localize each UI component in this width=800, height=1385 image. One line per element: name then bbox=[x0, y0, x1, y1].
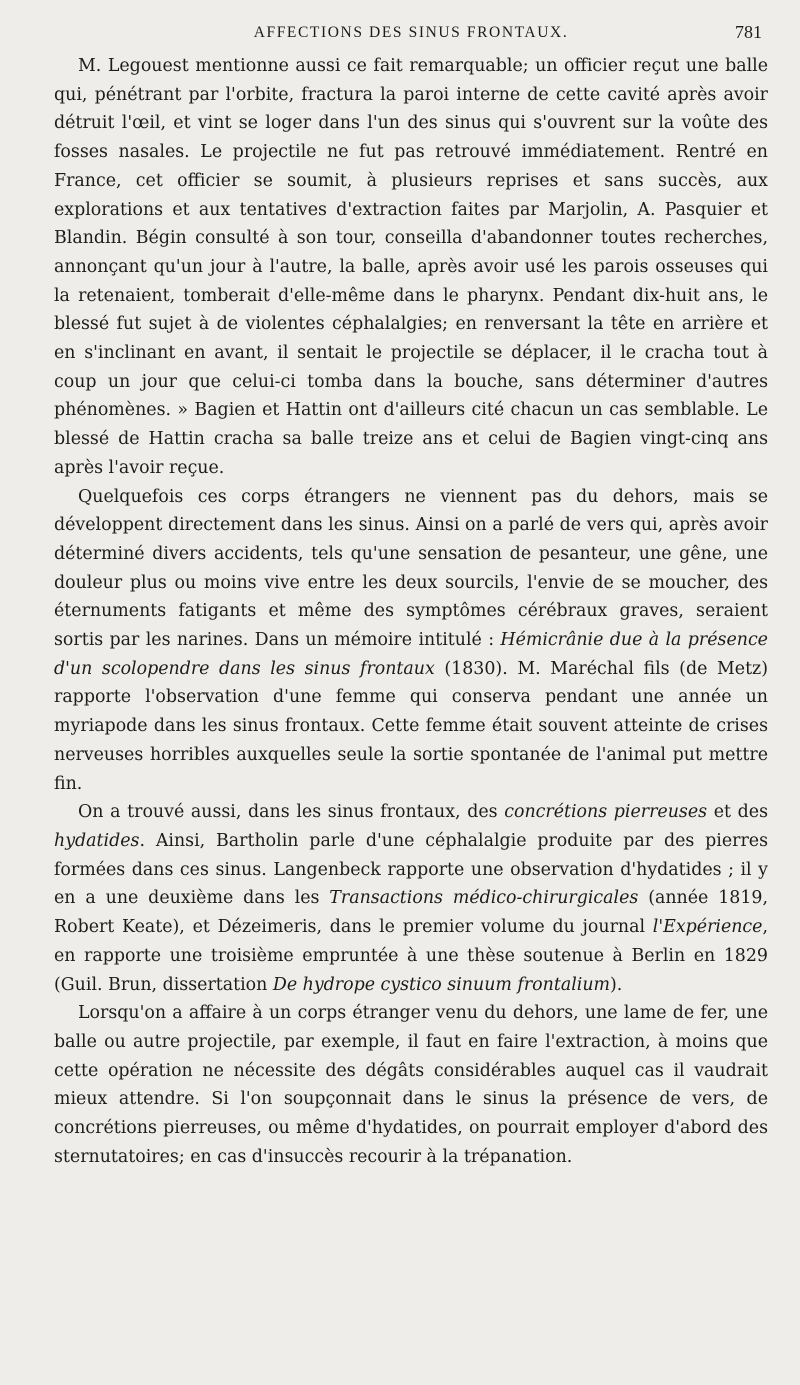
italic-text: Hémicrânie due à la présence d'un scolopendre dans les sinus frontaux bbox=[54, 630, 768, 679]
italic-text: hydatides bbox=[54, 830, 140, 851]
italic-text: Transactions médico-chirurgicales bbox=[329, 888, 639, 909]
text-segment: (année 1819, Robert Keate), et Dézeimeris, dans le premier volume du journal bbox=[54, 888, 768, 938]
text-segment: Lorsqu'on a affaire à un corps étranger venu du dehors, une lame de fer, une balle ou autre projectile, par exemple, il faut en faire l'extraction, à moins que cette opération ne nécessite des dégâts considérables auquel cas il vaudrait mieux attendre. Si l'on soupçonnait dans le sinus la présence de vers, de concrétions pierreuses, ou même d'hydatides, on pourrait employer d'abord des sternutatoires; en cas d'insuccès recourir à la trépanation. bbox=[54, 1003, 768, 1167]
text-segment: ). bbox=[610, 974, 623, 995]
paragraph bbox=[54, 999, 768, 1171]
italic-text: l'Expérience bbox=[652, 917, 763, 938]
italic-text: concrétions pierreuses bbox=[504, 802, 708, 823]
text-segment: M. Legouest mentionne aussi ce fait remarquable; un officier reçut une balle qui, pénétrant par l'orbite, fractura la paroi interne de cette cavité après avoir détruit l'œil, et vint se loger dans l'un des sinus qui s'ouvrent sur la voûte des fosses nasales. Le projectile ne fut pas retrouvé immédiatement. Rentré en France, cet officier se soumit, à plusieurs reprises et sans succès, aux explorations et aux tentatives d'extraction faites par Marjolin, A. Pasquier et Blandin. Bégin consulté à son tour, conseilla d'abandonner toutes recherches, annonçant qu'un jour à l'autre, la balle, après avoir usé les parois osseuses qui la retenaient, tomberait d'elle-même dans le pharynx. Pendant dix-huit ans, le blessé fut sujet à de violentes céphalalgies; en renversant la tête en arrière et en s'inclinant en avant, il sentait le projectile se déplacer, il le cracha tout à coup un jour que celui-ci tomba dans la bouche, sans déterminer d'autres phénomènes. » Bagien et Hattin ont d'ailleurs cité chacun un cas semblable. Le blessé de Hattin cracha sa balle treize ans et celui de Bagien vingt-cinq ans après l'avoir reçue. bbox=[54, 56, 768, 478]
italic-text: De hydrope cystico sinuum frontalium bbox=[272, 974, 611, 995]
running-title: AFFECTIONS DES SINUS FRONTAUX. bbox=[253, 24, 569, 41]
text-segment: On a trouvé aussi, dans les sinus frontaux, des bbox=[78, 802, 505, 823]
paragraph bbox=[54, 52, 768, 483]
book-page bbox=[54, 22, 768, 1171]
paragraph bbox=[54, 483, 768, 799]
page-number: 781 bbox=[735, 22, 762, 42]
text-segment: (1830). M. Maréchal fils (de Metz) rapporte l'observation d'une femme qui conserva pendant une année un myriapode dans les sinus frontaux. Cette femme était souvent atteinte de crises nerveuses horribles auxquelles seule la sortie spontanée de l'animal put mettre fin. bbox=[54, 658, 769, 794]
running-head bbox=[54, 22, 768, 50]
text-segment: , en rapporte une troisième empruntée à une thèse soutenue à Berlin en 1829 (Guil. Brun, dissertation bbox=[54, 917, 768, 995]
text-segment: . Ainsi, Bartholin parle d'une céphalalgie produite par des pierres formées dans ces sinus. Langenbeck rapporte une observation d'hydatides ; il y en a une deuxième dans les bbox=[54, 830, 768, 909]
body-text bbox=[54, 52, 768, 1171]
paragraph bbox=[54, 798, 768, 999]
text-segment: Quelquefois ces corps étrangers ne viennent pas du dehors, mais se développent directement dans les sinus. Ainsi on a parlé de vers qui, après avoir déterminé divers accidents, tels qu'une sensation de pesanteur, une gêne, une douleur plus ou moins vive entre les deux sourcils, l'envie de se moucher, des éternuments fatigants et même des symptômes cérébraux graves, seraient sortis par les narines. Dans un mémoire intitulé : bbox=[54, 486, 768, 651]
text-segment: et des bbox=[707, 802, 768, 823]
